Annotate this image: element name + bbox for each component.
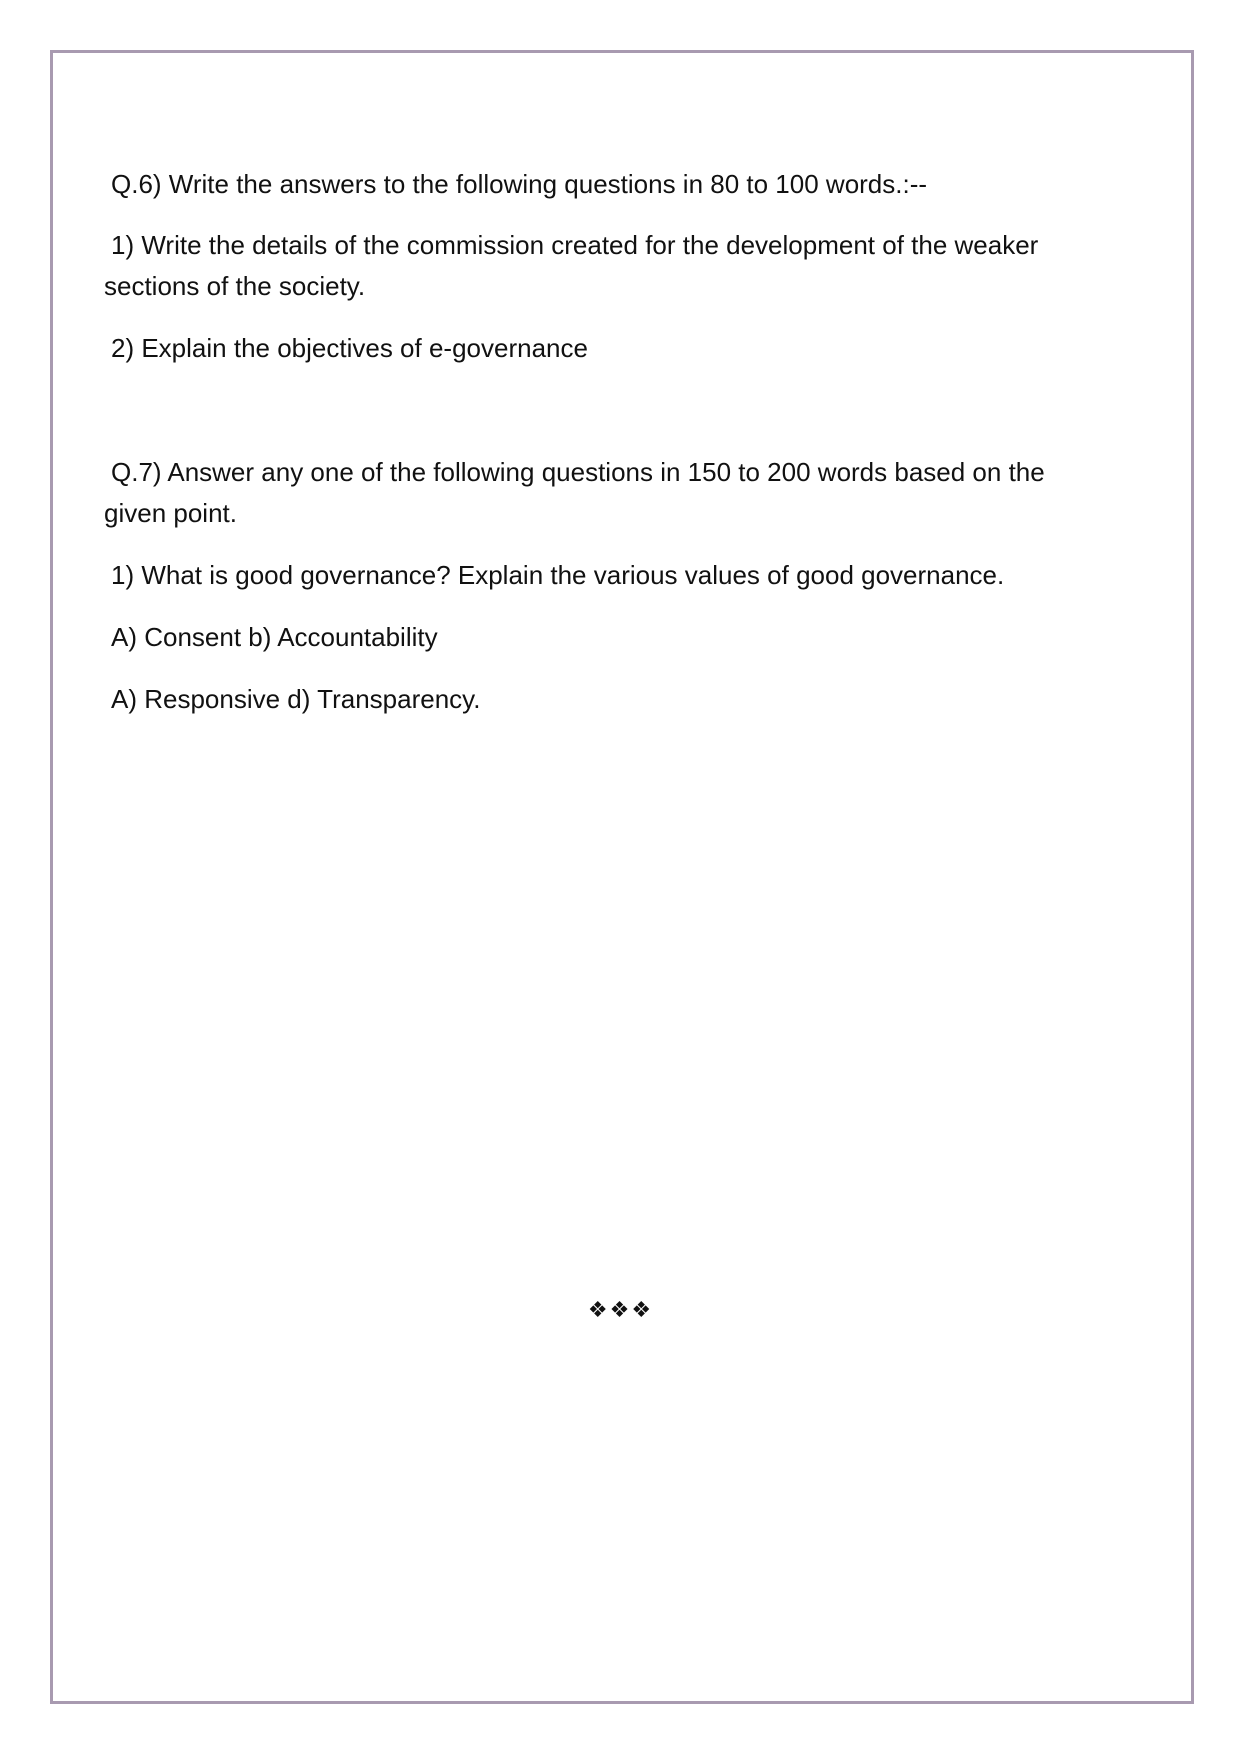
q6-heading: Q.6) Write the answers to the following questions in 80 to 100 words.:-- — [111, 169, 928, 199]
end-ornament: ❖❖❖ — [587, 1298, 654, 1323]
q7-item-1: 1) What is good governance? Explain the various values of good governance. — [111, 560, 1005, 590]
q6-item-1-line-2: sections of the society. — [104, 271, 366, 301]
q7-heading-line-2: given point. — [104, 498, 237, 528]
q7-options-line-1: A) Consent b) Accountability — [111, 622, 438, 652]
q6-item-1-line-1: 1) Write the details of the commission created for the development of the weaker — [111, 230, 1039, 260]
q6-item-2: 2) Explain the objectives of e-governance — [111, 333, 588, 363]
q7-options-line-2: A) Responsive d) Transparency. — [111, 684, 481, 714]
q7-heading-line-1: Q.7) Answer any one of the following questions in 150 to 200 words based on the — [111, 457, 1045, 487]
